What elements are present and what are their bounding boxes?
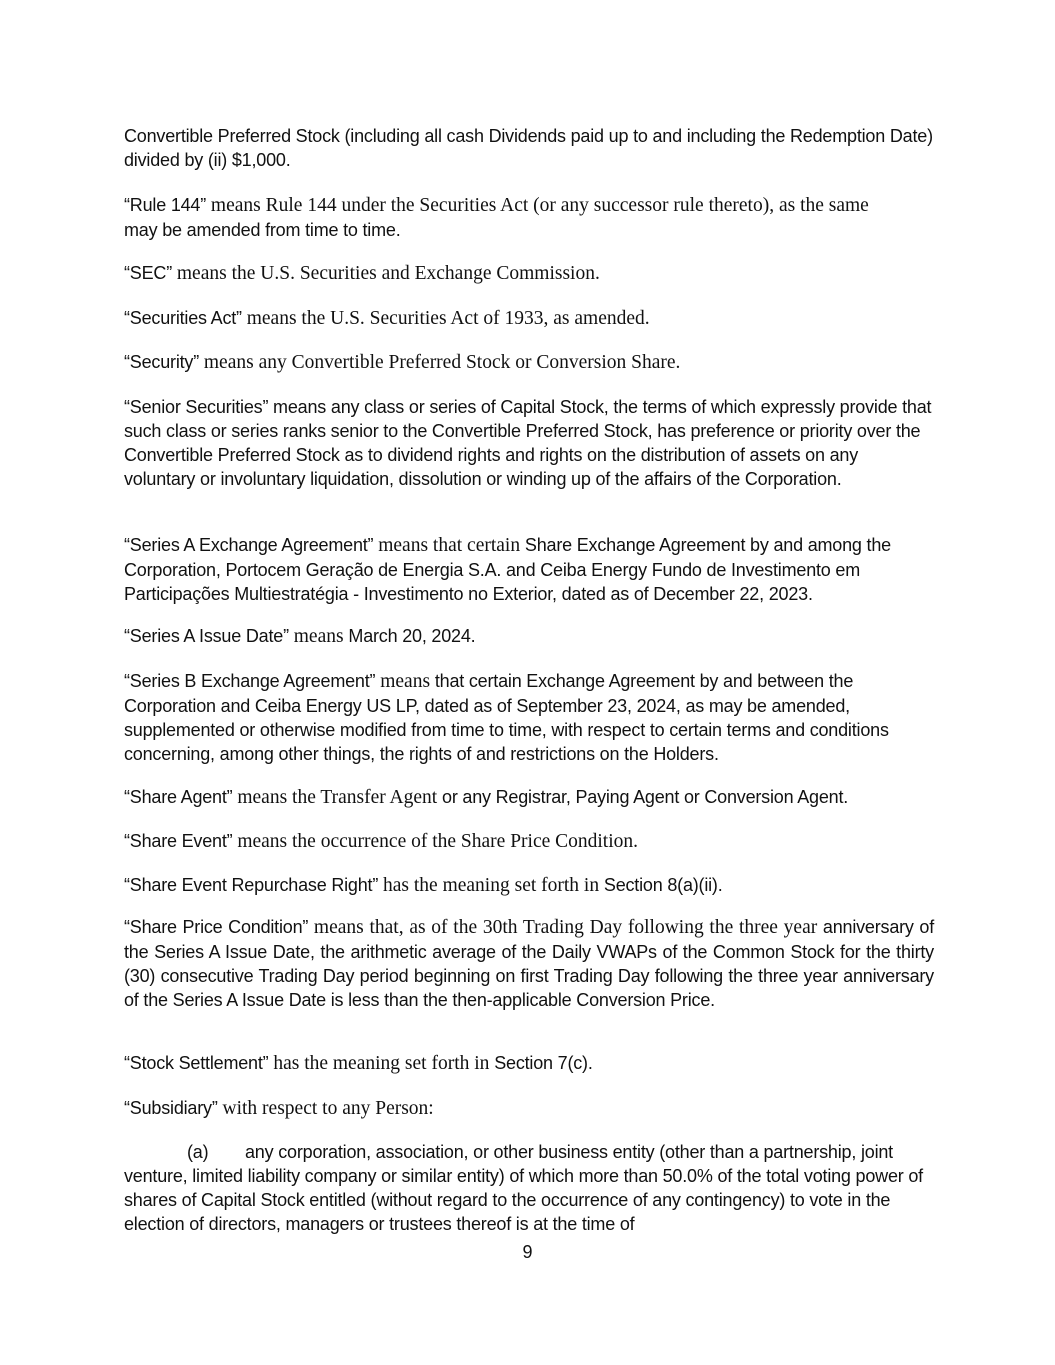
definition-share-event: “Share Event” means the occurrence of the Share Price Condition. bbox=[124, 831, 639, 852]
subsidiary-item-a bbox=[124, 1140, 934, 1236]
definition-sec: “SEC” means the U.S. Securities and Exchange Commission. bbox=[124, 263, 600, 284]
definition-subsidiary: “Subsidiary” with respect to any Person: bbox=[124, 1098, 434, 1119]
definition-series-a-issue-date: “Series A Issue Date” means March 20, 2024. bbox=[124, 626, 476, 647]
definition-share-price-condition: “Share Price Condition” means that, as of the 30th Trading Day following the three year anniversary of the Series A Issue Date, the arithmetic average of the Daily VWAPs of the Common Stock for the thirty (30) consecutive Trading Day period beginning on first Trading Day following the three year anniversary of the Series A Issue Date is less than the then-applicable Conversion Price. bbox=[124, 917, 935, 1010]
definition-series-a-exchange-agreement: “Series A Exchange Agreement” means that certain Share Exchange Agreement by and among the Corporation, Portocem Geração de Energia S.A. and Ceiba Energy Fundo de Investimento em Participações Multiestratégia - Investimento no Exterior, dated as of December 22, 2023. bbox=[124, 535, 891, 604]
paragraph-redemption-continuation: Convertible Preferred Stock (including all cash Dividends paid up to and including the Redemption Date) divided by (ii) $1,000. bbox=[124, 126, 933, 170]
definition-security: “Security” means any Convertible Preferred Stock or Conversion Share. bbox=[124, 352, 681, 373]
definition-share-agent: “Share Agent” means the Transfer Agent or any Registrar, Paying Agent or Conversion Agent. bbox=[124, 787, 849, 808]
term-rule-144: “Rule 144” bbox=[124, 195, 207, 215]
term-sec: “SEC” bbox=[124, 263, 172, 283]
definition-senior-securities: “Senior Securities” means any class or series of Capital Stock, the terms of which expressly provide that such class or series ranks senior to the Convertible Preferred Stock, has preference or priority over the Convertible Preferred Stock as to dividend rights and rights on the distribution of assets on any voluntary or involuntary liquidation, dissolution or winding up of the affairs of the Corporation. bbox=[124, 397, 932, 489]
term-security: “Security” bbox=[124, 352, 200, 372]
term-stock-settlement: “Stock Settlement” bbox=[124, 1053, 269, 1073]
term-share-event: “Share Event” bbox=[124, 831, 233, 851]
item-a-marker: (a) bbox=[187, 1142, 209, 1162]
definition-rule-144: “Rule 144” means Rule 144 under the Securities Act (or any successor rule thereto), as the same may be amended from time to time. bbox=[124, 195, 869, 240]
term-share-agent: “Share Agent” bbox=[124, 787, 233, 807]
term-securities-act: “Securities Act” bbox=[124, 308, 242, 328]
definition-series-b-exchange-agreement: “Series B Exchange Agreement” means that certain Exchange Agreement by and between the Corporation and Ceiba Energy US LP, dated as of September 23, 2024, as may be amended, supplemented or otherwise modified from time to time, with respect to certain terms and conditions concerning, among other things, the rights of and restrictions on the Holders. bbox=[124, 671, 889, 764]
term-series-a-exchange-agreement: “Series A Exchange Agreement” bbox=[124, 535, 374, 555]
term-subsidiary: “Subsidiary” bbox=[124, 1098, 218, 1118]
item-a-text: any corporation, association, or other business entity (other than a partnership, joint venture, limited liability company or similar entity) of which more than 50.0% of the total voting power of shares of Capital Stock entitled (without regard to the occurrence of any contingency) to vote in the election of directors, managers or trustees thereof is at the time of bbox=[124, 1142, 923, 1234]
page-number: 9 bbox=[522, 1242, 533, 1262]
definition-securities-act: “Securities Act” means the U.S. Securities Act of 1933, as amended. bbox=[124, 308, 650, 329]
term-share-price-condition: “Share Price Condition” bbox=[124, 917, 309, 937]
definition-stock-settlement: “Stock Settlement” has the meaning set forth in Section 7(c). bbox=[124, 1053, 593, 1074]
term-share-event-repurchase-right: “Share Event Repurchase Right” bbox=[124, 875, 379, 895]
definition-share-event-repurchase-right: “Share Event Repurchase Right” has the meaning set forth in Section 8(a)(ii). bbox=[124, 875, 723, 896]
term-series-b-exchange-agreement: “Series B Exchange Agreement” bbox=[124, 671, 376, 691]
term-series-a-issue-date: “Series A Issue Date” bbox=[124, 626, 289, 646]
